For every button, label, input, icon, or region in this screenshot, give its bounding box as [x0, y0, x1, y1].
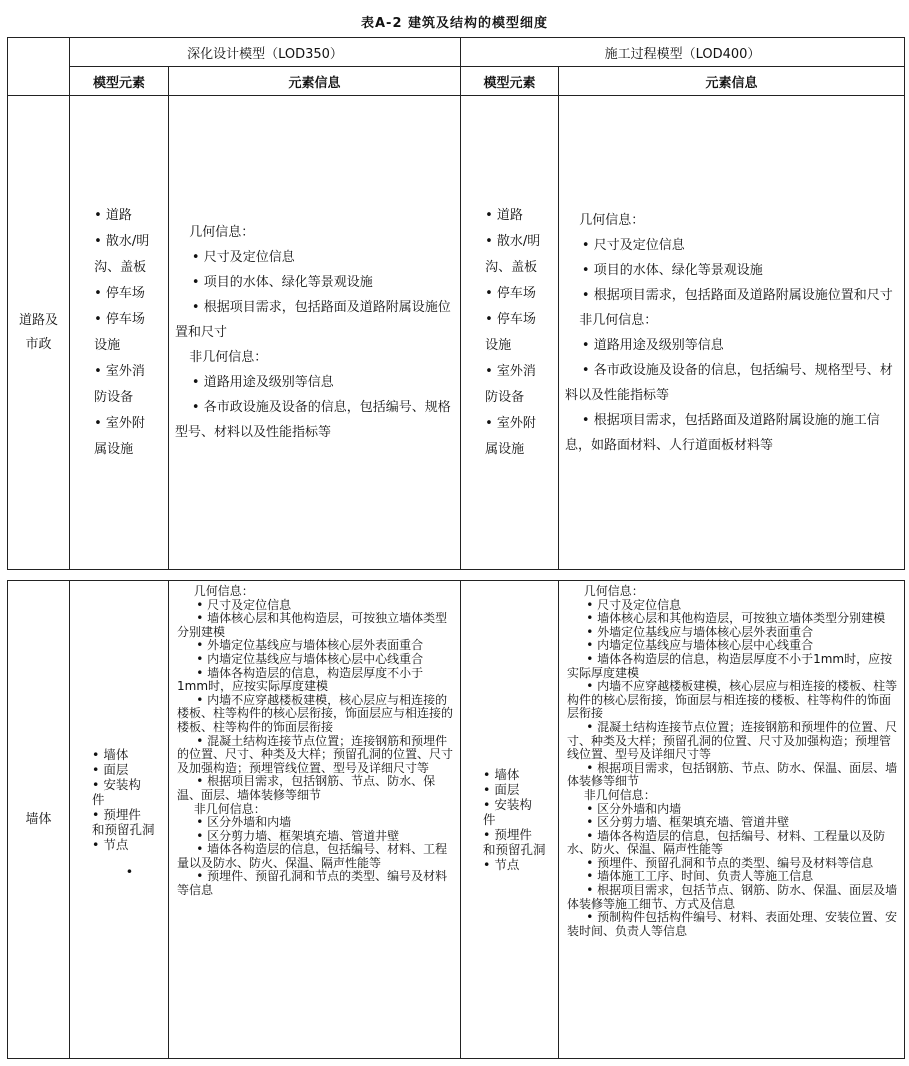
model-element-item: • 节点 — [483, 857, 520, 872]
table-caption: 表A-2 建筑及结构的模型细度 — [360, 16, 549, 31]
info-line: • 根据项目需求，包括路面及道路附属设施位置和尺寸 — [581, 287, 893, 303]
elements-cell-wall-400 — [461, 581, 559, 1059]
model-element-item: • 散水/明 — [485, 233, 541, 249]
model-element-item: 设施 — [485, 337, 512, 353]
info-heading: 几何信息： — [579, 212, 645, 228]
model-element-item: 属设施 — [94, 441, 134, 457]
model-element-item: • 室外消 — [94, 363, 145, 379]
info-line: • 尺寸及定位信息 — [191, 250, 295, 265]
info-line: • 墙体各构造层的信息，包括编号、材料、工程量以及防水、防火、保温、隔声性能等 — [177, 842, 448, 870]
model-element-item: 件 — [92, 792, 105, 807]
model-element-item: • 预埋件 — [92, 807, 141, 822]
lod-table-part-2 — [7, 580, 905, 1059]
info-line: • 内墙定位基线应与墙体核心层中心线重合 — [586, 638, 814, 653]
header-lod400: 施工过程模型（LOD400） — [461, 38, 905, 67]
corner-cell — [8, 38, 70, 96]
info-heading: 几何信息： — [193, 584, 254, 598]
model-element-item: • 墙体 — [92, 747, 129, 762]
model-element-item: • 面层 — [92, 762, 129, 777]
model-element-item: 属设施 — [485, 441, 525, 457]
info-line: • 预埋件、预留孔洞和节点的类型、编号及材料等信息 — [177, 869, 448, 898]
info-line: • 尺寸及定位信息 — [586, 597, 682, 612]
model-element-item: • 道路 — [485, 207, 523, 223]
element-list — [72, 747, 165, 852]
info-line: • 道路用途及级别等信息 — [581, 337, 724, 353]
subheader-model-elements-350: 模型元素 — [70, 67, 169, 96]
model-element-item: • 面层 — [483, 782, 520, 797]
model-element-item: 和预留孔洞 — [483, 842, 546, 857]
info-cell-wall-400 — [559, 581, 905, 1059]
info-line: • 项目的水体、绿化等景观设施 — [581, 262, 763, 278]
model-element-item: 沟、盖板 — [94, 259, 147, 275]
info-line: • 根据项目需求，包括路面及道路附属设施位置和尺寸 — [175, 300, 451, 340]
info-heading: 几何信息： — [189, 225, 255, 240]
info-line: • 区分外墙和内墙 — [586, 801, 682, 816]
model-element-item: • 预埋件 — [483, 827, 532, 842]
info-line: • 项目的水体、绿化等景观设施 — [191, 275, 373, 290]
info-line: • 内墙不应穿越楼板建模，核心层应与相连接的楼板、柱等构件的核心层衔接，饰面层应与相连接的楼板、柱等构件的饰面层衔接 — [177, 692, 454, 734]
model-element-item: • 道路 — [94, 207, 132, 223]
model-element-item: • 墙体 — [483, 767, 520, 782]
info-line: • 尺寸及定位信息 — [196, 597, 292, 612]
info-heading: 非几何信息： — [579, 312, 658, 328]
info-line: • 墙体各构造层的信息，构造层厚度不小于1mm时，应按实际厚度建模 — [567, 651, 893, 680]
model-element-item: 设施 — [94, 337, 121, 353]
category-wall: 墙体 — [8, 581, 70, 1059]
info-line: • 道路用途及级别等信息 — [191, 375, 334, 390]
info-line: • 尺寸及定位信息 — [581, 237, 685, 253]
info-line: • 墙体施工工序、时间、负责人等施工信息 — [586, 869, 814, 884]
elements-cell-wall-350 — [70, 581, 169, 1059]
model-element-item: 和预留孔洞 — [92, 822, 155, 837]
info-heading: 非几何信息： — [189, 350, 268, 365]
model-element-item: • 节点 — [92, 837, 129, 852]
info-line: • 区分剪力墙、框架填充墙、管道井壁 — [196, 828, 400, 843]
header-lod350: 深化设计模型（LOD350） — [70, 38, 461, 67]
stray-mark: • — [125, 864, 134, 879]
model-element-item: • 停车场 — [94, 311, 145, 327]
model-element-item: • 安装构 — [92, 777, 141, 792]
info-line: • 墙体各构造层的信息，包括编号、材料、工程量以及防水、防火、保温、隔声性能等 — [567, 828, 886, 857]
info-line: • 预制构件包括构件编号、材料、表面处理、安装位置、安装时间、负责人等信息 — [567, 910, 898, 938]
info-line: • 墙体各构造层的信息，构造层厚度不小于1mm时，应按实际厚度建模 — [177, 665, 424, 694]
info-line: • 墙体核心层和其他构造层，可按独立墙体类型分别建模 — [177, 611, 448, 639]
info-line: • 区分剪力墙、框架填充墙、管道井壁 — [586, 815, 790, 830]
info-line: • 墙体核心层和其他构造层，可按独立墙体类型分别建模 — [586, 611, 886, 626]
info-line: • 各市政设施及设备的信息，包括编号、规格型号、材料以及性能指标等 — [175, 400, 451, 440]
model-element-item: 防设备 — [94, 389, 134, 405]
info-cell-wall-350 — [169, 581, 461, 1059]
info-heading: 非几何信息： — [583, 787, 656, 802]
info-cell-400 — [559, 96, 905, 570]
info-line: • 根据项目需求，包括钢筋、节点、防水、保温、面层、墙体装修等细节 — [567, 760, 898, 789]
model-element-item: 防设备 — [485, 389, 525, 405]
info-line: • 根据项目需求，包括节点、钢筋、防水、保温、面层及墙体装修等施工细节、方式及信息 — [567, 883, 898, 911]
info-line: • 根据项目需求，包括路面及道路附属设施的施工信息，如路面材料、人行道面板材料等 — [565, 412, 880, 453]
elements-cell-350 — [70, 96, 169, 570]
model-element-item: • 室外消 — [485, 363, 536, 379]
info-line: • 预埋件、预留孔洞和节点的类型、编号及材料等信息 — [586, 855, 874, 870]
info-line: • 外墙定位基线应与墙体核心层外表面重合 — [586, 624, 814, 639]
category-road-municipal: 道路及 市政 — [8, 96, 70, 570]
model-element-item: 沟、盖板 — [485, 259, 538, 275]
info-line: • 各市政设施及设备的信息，包括编号、规格型号、材料以及性能指标等 — [565, 362, 893, 403]
info-line: • 混凝土结构连接节点位置；连接钢筋和预埋件的位置、尺寸、种类及大样；预留孔洞的位置、尺寸及加强构造；预埋管线位置、型号及详细尺寸等 — [567, 719, 898, 762]
info-cell-350 — [169, 96, 461, 570]
subheader-element-info-350: 元素信息 — [169, 67, 461, 96]
model-element-item: • 室外附 — [485, 415, 536, 431]
info-heading: 几何信息： — [583, 584, 644, 598]
model-element-item: • 安装构 — [483, 797, 532, 812]
subheader-element-info-400: 元素信息 — [559, 67, 905, 96]
info-line: • 根据项目需求，包括钢筋、节点、防水、保温、面层、墙体装修等细节 — [177, 774, 436, 802]
info-heading: 非几何信息： — [193, 801, 266, 816]
model-element-item: • 停车场 — [94, 285, 145, 301]
model-element-item: • 散水/明 — [94, 233, 150, 249]
model-element-item: • 停车场 — [485, 285, 536, 301]
elements-cell-400 — [461, 96, 559, 570]
subheader-model-elements-400: 模型元素 — [461, 67, 559, 96]
info-line: • 混凝土结构连接节点位置；连接钢筋和预埋件的位置、尺寸、种类及大样；预留孔洞的位置、尺寸及加强构造；预埋管线位置、型号及详细尺寸等 — [177, 733, 454, 775]
info-line: • 内墙定位基线应与墙体核心层中心线重合 — [196, 651, 424, 666]
info-line: • 外墙定位基线应与墙体核心层外表面重合 — [196, 638, 424, 653]
info-line: • 内墙不应穿越楼板建模，核心层应与相连接的楼板、柱等构件的核心层衔接，饰面层与相连接的楼板、柱等构件的饰面层衔接 — [567, 679, 898, 721]
lod-table-part-1 — [7, 37, 905, 570]
model-element-item: • 停车场 — [485, 311, 536, 327]
model-element-item: 件 — [483, 812, 496, 827]
info-line: • 区分外墙和内墙 — [196, 815, 292, 830]
model-element-item: • 室外附 — [94, 415, 145, 431]
